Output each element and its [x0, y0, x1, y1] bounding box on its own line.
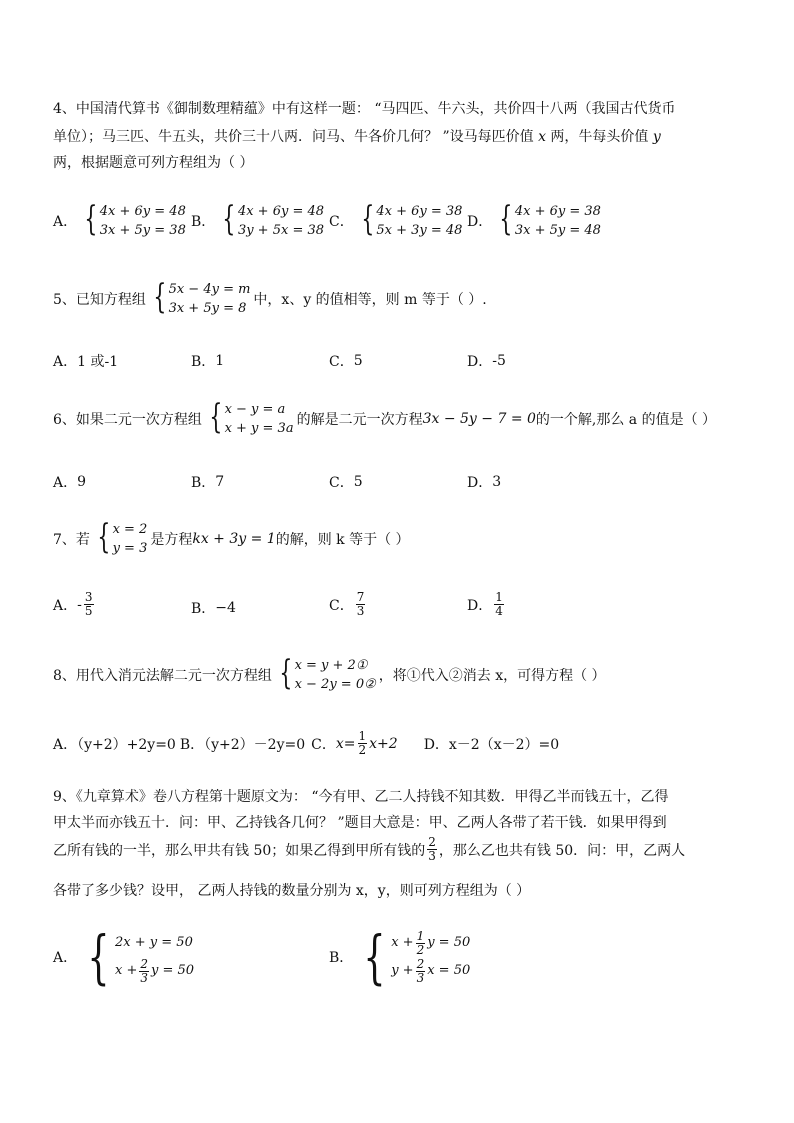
q7-prefix: 7、若 — [53, 532, 90, 548]
q4-line2-b: 两，牛每头价值 — [545, 129, 653, 145]
q7-b-value: −4 — [215, 600, 236, 616]
q7-middle: 是方程 — [150, 532, 193, 548]
q7-option-c[interactable] — [329, 591, 367, 618]
q6-option-d[interactable] — [467, 472, 501, 492]
q8-suffix: ，将①代入②消去 x，可得方程（ ） — [378, 668, 606, 684]
q8-c-fraction — [358, 730, 368, 757]
q7-option-a[interactable] — [53, 591, 96, 618]
q7-a-den: 5 — [84, 604, 93, 618]
q4-a-eq1: 4x + 6y = 48 — [99, 204, 186, 219]
q6-c-value: 5 — [353, 474, 363, 490]
q5-option-c[interactable] — [329, 351, 363, 371]
q5-option-b[interactable] — [191, 351, 224, 371]
q7-b-label: B． — [191, 601, 216, 617]
q8-option-c[interactable] — [311, 730, 398, 757]
q4-option-d-label: D． — [467, 214, 493, 230]
q6-option-a[interactable] — [53, 472, 86, 492]
q5-prefix: 5、已知方程组 — [53, 292, 146, 308]
q9-b-eq2-post: x = 50 — [427, 963, 471, 978]
q8-prefix: 8、用代入消元法解二元一次方程组 — [53, 668, 272, 684]
q6-stem: 6、如果二元一次方程组 { x − y = a x + y = 3a 的解是二元一次方程 3x − 5y − 7 = 0 的一个解,那么 a 的值是（ ） — [53, 397, 717, 437]
q9-b-eq2 — [391, 957, 470, 985]
q5-suffix: 中，x、y 的值相等，则 m 等于（ ）. — [253, 292, 487, 308]
q9-line3 — [53, 836, 685, 863]
q4-option-a-label: A． — [53, 214, 78, 230]
q5-eq2: 3x + 5y = 8 — [168, 301, 247, 316]
q5-option-d[interactable] — [467, 351, 506, 371]
q9-line3-num: 2 — [428, 835, 436, 849]
q7-a-fraction — [84, 591, 94, 618]
q6-suffix: 的一个解,那么 a 的值是（ ） — [535, 412, 717, 428]
q9-a-eq2-den: 3 — [140, 970, 149, 985]
q5-stem: 5、已知方程组 { 5x − 4y = m 3x + 5y = 8 中，x、y 的值相等，则 m 等于（ ）. — [53, 277, 487, 317]
q8-stem: 8、用代入消元法解二元一次方程组 { x = y + 2① x − 2y = 0② ，将①代入②消去 x，可得方程（ ） — [53, 653, 606, 693]
q4-line2-a: 单位）；马三匹、牛五头，共价三十八两．问马、牛各价几何？ ”设马每匹价值 — [53, 129, 539, 145]
q6-c-label: C． — [329, 475, 354, 491]
q8-c-label: C． — [311, 736, 336, 753]
q7-stem: 7、若 { x = 2 y = 3 是方程 kx + 3y = 1 的解，则 k 等于（ ） — [53, 517, 410, 557]
q9-b-eq1 — [391, 929, 470, 957]
q7-equation: kx + 3y = 1 — [192, 531, 276, 547]
q5-eq1: 5x − 4y = m — [168, 282, 251, 297]
q5-option-a[interactable] — [53, 351, 118, 371]
q9-a-label: A． — [53, 950, 78, 966]
q6-b-value: 7 — [215, 474, 225, 490]
q7-option-b[interactable] — [191, 598, 236, 618]
q4-option-d[interactable]: D． { 4x + 6y = 38 3x + 5y = 48 — [467, 199, 601, 239]
q9-option-b[interactable]: B． { x + $\frac{1}{2}$ y = 50 y + $\frac{2}{3}$ x = 50 — [329, 923, 471, 991]
q6-a-label: A． — [53, 475, 78, 491]
q4-option-b[interactable]: B． { 4x + 6y = 48 3y + 5x = 38 — [191, 199, 325, 239]
q9-b-eq2-den: 3 — [416, 970, 425, 985]
q5-b-label: B． — [191, 354, 216, 370]
q9-a-eq2-num: 2 — [140, 956, 149, 971]
q9-line3-fraction — [427, 836, 437, 863]
q9-line3-den: 3 — [428, 849, 436, 863]
q7-c-label: C． — [329, 597, 354, 614]
q8-c-post: x+2 — [369, 735, 398, 752]
q4-line1: 4、中国清代算书《御制数理精蕴》中有这样一题： “马四匹、牛六头，共价四十八两（我国古代货币 — [53, 101, 676, 117]
q7-c-fraction — [356, 591, 366, 618]
q5-c-label: C． — [329, 354, 354, 370]
q8-option-b[interactable]: B．（y+2）－2y=0 — [179, 736, 306, 753]
q7-a-num: 3 — [84, 590, 93, 604]
q7-c-den: 3 — [356, 604, 365, 618]
q8-option-d[interactable]: D．x－2（x－2）=0 — [423, 736, 560, 753]
q9-line1: 9、《九章算术》卷八方程第十题原文为： “今有甲、乙二人持钱不知其数．甲得乙半而钱五十，乙得 — [53, 789, 669, 805]
q5-a-value: 1 或-1 — [77, 354, 119, 370]
q5-d-value: -5 — [492, 353, 506, 369]
q5-a-label: A． — [53, 354, 78, 370]
q9-b-eq1-num: 1 — [416, 928, 425, 943]
q6-eq1: x − y = a — [224, 402, 286, 417]
q6-b-label: B． — [191, 475, 216, 491]
q7-d-den: 4 — [495, 604, 503, 618]
q9-b-eq1-post: y = 50 — [427, 935, 471, 950]
q6-prefix: 6、如果二元一次方程组 — [53, 412, 202, 428]
q4-c-eq1: 4x + 6y = 38 — [376, 204, 463, 219]
q8-c-num: 1 — [358, 729, 367, 743]
q7-c-num: 7 — [356, 590, 365, 604]
q8-options-row — [53, 730, 559, 757]
q4-option-c[interactable]: C． { 4x + 6y = 38 5x + 3y = 48 — [329, 199, 463, 239]
q7-a-label: A． — [53, 597, 78, 614]
q6-middle: 的解是二元一次方程 — [296, 412, 423, 428]
q7-eq2: y = 3 — [112, 541, 148, 556]
q4-a-eq2: 3x + 5y = 38 — [99, 223, 186, 238]
q8-c-den: 2 — [358, 743, 367, 757]
q9-a-eq2-pre: x + — [115, 963, 138, 978]
q5-b-value: 1 — [215, 353, 225, 369]
q8-eq1: x = y + 2① — [294, 658, 368, 673]
q7-d-label: D． — [467, 597, 493, 614]
q4-d-eq2: 3x + 5y = 48 — [514, 223, 601, 238]
q6-eq2: x + y = 3a — [224, 421, 294, 436]
q7-suffix: 的解，则 k 等于（ ） — [275, 532, 410, 548]
q6-option-c[interactable] — [329, 472, 363, 492]
q6-d-label: D． — [467, 475, 493, 491]
q4-option-b-label: B． — [191, 214, 216, 230]
q7-eq1: x = 2 — [112, 522, 148, 537]
q4-line2 — [53, 126, 661, 146]
q7-a-sign: - — [77, 596, 82, 613]
q4-b-eq1: 4x + 6y = 48 — [237, 204, 325, 219]
q6-equation: 3x − 5y − 7 = 0 — [422, 411, 536, 427]
q7-option-d[interactable] — [467, 591, 506, 618]
q9-option-a[interactable]: A． { 2x + y = 50 x + $\frac{2}{3}$ y = 50 — [53, 923, 195, 991]
q8-eq2: x − 2y = 0② — [294, 677, 376, 692]
q5-c-value: 5 — [353, 353, 363, 369]
q9-b-eq2-num: 2 — [416, 956, 425, 971]
q6-d-value: 3 — [492, 474, 502, 490]
q9-a-eq1: 2x + y = 50 — [115, 935, 193, 950]
q9-a-eq2 — [115, 957, 194, 985]
q9-b-label: B． — [329, 950, 354, 966]
q6-a-value: 9 — [77, 474, 87, 490]
q6-option-b[interactable] — [191, 472, 224, 492]
q4-var-x: x — [538, 129, 546, 145]
q9-b-eq1-den: 2 — [416, 942, 425, 957]
q9-line3-b: ，那么乙也共有钱 50．问：甲，乙两人 — [438, 842, 686, 859]
q4-d-eq1: 4x + 6y = 38 — [514, 204, 601, 219]
q4-c-eq2: 5x + 3y = 48 — [376, 223, 463, 238]
q4-var-y: y — [652, 129, 661, 145]
q4-line3: 两，根据题意可列方程组为（ ） — [53, 155, 254, 171]
q4-b-eq2: 3y + 5x = 38 — [237, 223, 325, 238]
q5-d-label: D． — [467, 354, 493, 370]
q9-line2: 甲太半而亦钱五十．问：甲、乙持钱各几何？ ”题目大意是：甲、乙两人各带了若干钱．如果甲得到 — [53, 815, 667, 831]
q9-a-eq2-post: y = 50 — [151, 963, 195, 978]
q4-option-a[interactable]: A． { 4x + 6y = 48 3x + 5y = 38 — [53, 199, 186, 239]
q7-d-num: 1 — [495, 590, 503, 604]
q9-b-eq2-pre: y + — [391, 963, 414, 978]
q9-line3-a: 乙所有钱的一半，那么甲共有钱 50；如果乙得到甲所有钱的 — [53, 842, 426, 859]
q8-c-pre: x= — [335, 735, 356, 752]
q8-option-a[interactable]: A．（y+2）+2y=0 — [53, 736, 176, 753]
q4-option-c-label: C． — [329, 214, 354, 230]
q9-b-eq1-pre: x + — [391, 935, 414, 950]
q7-d-fraction — [494, 591, 504, 618]
q9-line4: 各带了多少钱？设甲， 乙两人持钱的数量分别为 x，y，则可列方程组为（ ） — [53, 883, 531, 899]
